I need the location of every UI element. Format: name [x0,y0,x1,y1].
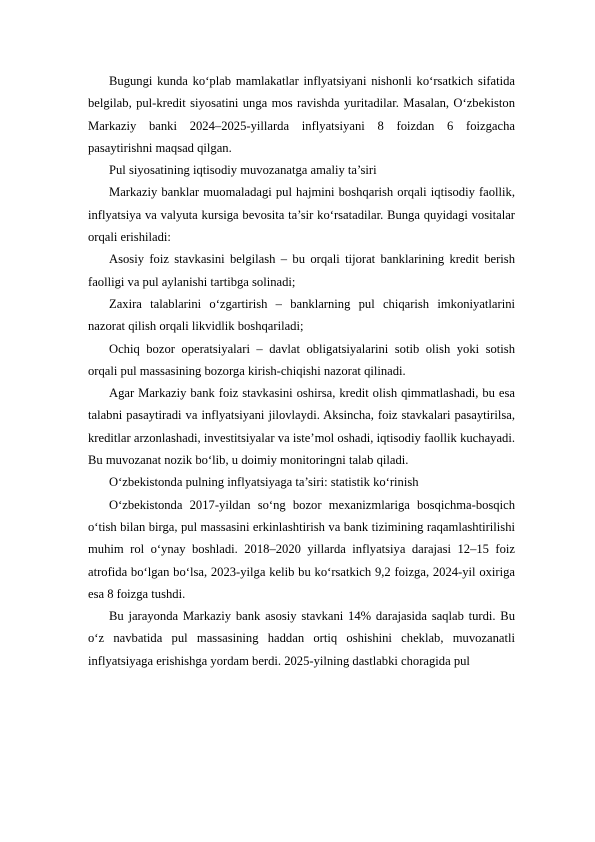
document-page [88,70,515,672]
list-item-open-market-operations: Ochiq bozor operatsiyalari – davlat obligatsiyalarini sotib olish yoki sotish orqali pul massasining bozorga kirish-chiqishi nazorat qilinadi. [88,341,515,378]
heading-monetary-policy-impact: Pul siyosatining iqtisodiy muvozanatga amaliy ta’siri [109,163,377,178]
paragraph-central-bank-tools: Markaziy banklar muomaladagi pul hajmini boshqarish orqali iqtisodiy faollik, inflyatsiya va valyuta kursiga bevosita ta’sir ko‘rsatadilar. Bunga quyidagi vositalar orqali erishiladi: [88,185,515,245]
paragraph-inflation-targeting: Bugungi kunda ko‘plab mamlakatlar inflyatsiyani nishonli ko‘rsatkich sifatida belgilab, pul-kredit siyosatini unga mos ravishda yuritadilar. Masalan, O‘zbekiston Markaziy banki 2024–2025-yillarda inflyatsiyani 8 foizdan 6 foizgacha pasaytirishni maqsad qilgan. [88,74,515,155]
list-item-reserve-requirements: Zaxira talablarini o‘zgartirish – banklarning pul chiqarish imkoniyatlarini nazorat qilish orqali likvidlik boshqariladi; [88,296,515,334]
paragraph-uzbekistan-inflation: O‘zbekistonda 2017-yildan so‘ng bozor mexanizmlariga bosqichma-bosqich o‘tish bilan birga, pul massasini erkinlashtirish va bank tizimining raqamlashtirilishi muhim rol o‘ynay boshladi. 2018–2020 yillarda inflyatsiya darajasi 12–15 foiz atrofida bo‘lgan bo‘lsa, 2023-yilga kelib bu ko‘rsatkich 9,2 foizga, 2024-yil oxiriga esa 8 foizga tushdi. [88,497,515,601]
list-item-interest-rate: Asosiy foiz stavkasini belgilash – bu orqali tijorat banklarining kredit berish faolligi va pul aylanishi tartibga solinadi; [88,252,515,289]
heading-uzbekistan-statistics: O‘zbekistonda pulning inflyatsiyaga ta’siri: statistik ko‘rinish [109,475,419,490]
paragraph-key-rate: Bu jarayonda Markaziy bank asosiy stavkani 14% darajasida saqlab turdi. Bu o‘z navbatida pul massasining haddan ortiq oshishini cheklab, muvozanatli inflyatsiyaga erishishga yordam berdi. 2025-yilning dastlabki choragida pul [88,609,515,668]
paragraph-rate-effects: Agar Markaziy bank foiz stavkasini oshirsa, kredit olish qimmatlashadi, bu esa talabni pasaytiradi va inflyatsiyani jilovlaydi. Aksincha, foiz stavkalari pasaytirilsa, kreditlar arzonlashadi, investitsiyalar va iste’mol oshadi, iqtisodiy faollik kuchayadi. Bu muvozanat nozik bo‘lib, u doimiy monitoringni talab qiladi. [88,386,515,468]
